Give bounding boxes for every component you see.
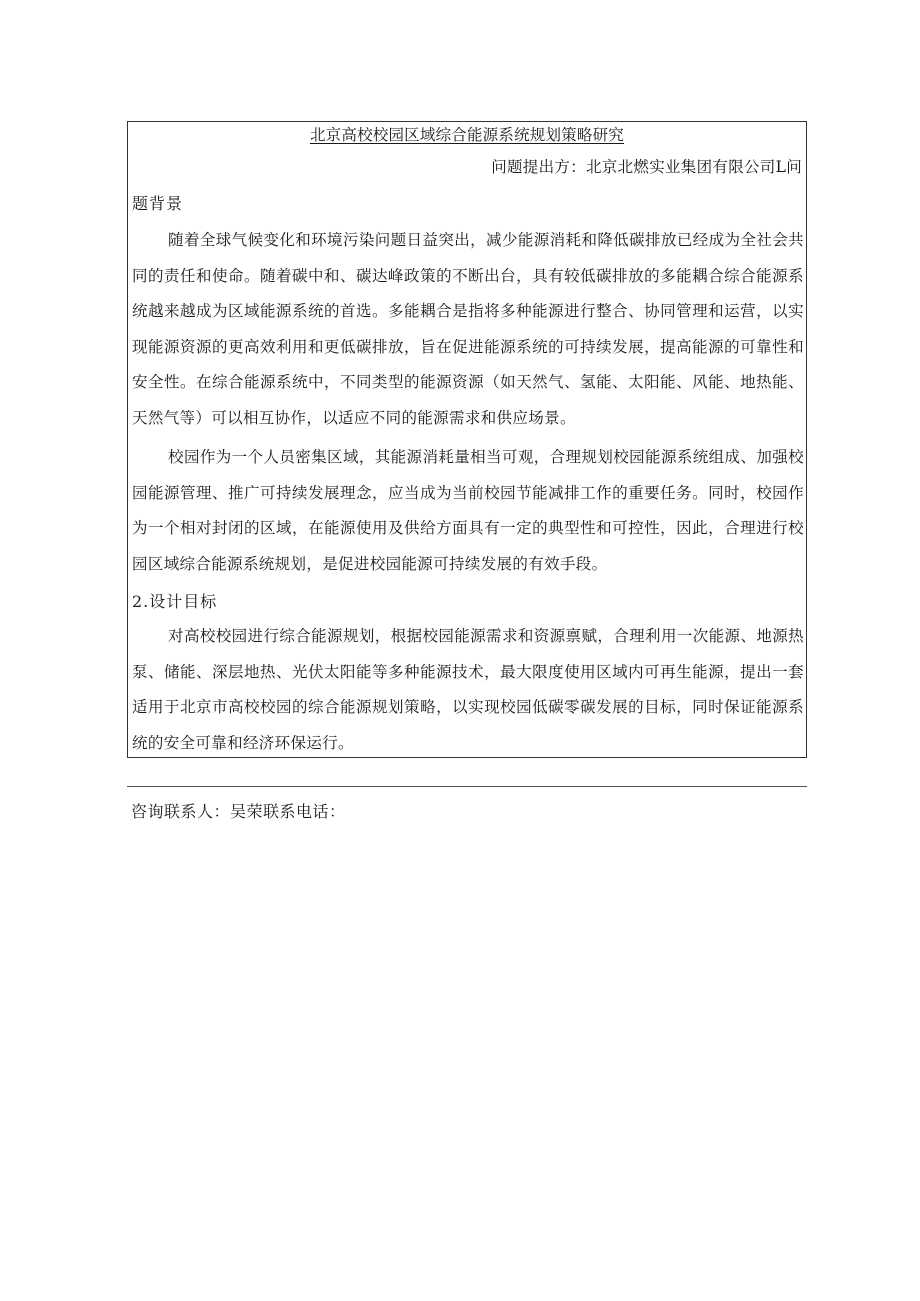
divider-line bbox=[127, 786, 807, 787]
proposer-line: 问题提出方：北京北燃实业集团有限公司L问 bbox=[491, 158, 802, 176]
section-heading-design-goal: 2.设计目标 bbox=[132, 592, 218, 611]
background-paragraph-1: 随着全球气候变化和环境污染问题日益突出，减少能源消耗和降低碳排放已经成为全社会共同的责任和使命。随着碳中和、碳达峰政策的不断出台，具有较低碳排放的多能耦合综合能源系统越来越成为区域能源系统的首选。多能耦合是指将多种能源进行整合、协同管理和运营，以实现能源资源的更高效利用和更低碳排放，旨在促进能源系统的可持续发展，提高能源的可靠性和安全性。在综合能源系统中，不同类型的能源资源（如天然气、氢能、太阳能、风能、地热能、天然气等）可以相互协作，以适应不同的能源需求和供应场景。 bbox=[132, 231, 804, 427]
document-table bbox=[127, 121, 807, 758]
contact-line: 咨询联系人：吴荣联系电话： bbox=[131, 802, 346, 821]
design-goal-paragraph: 对高校校园进行综合能源规划，根据校园能源需求和资源禀赋，合理利用一次能源、地源热泵、储能、深层地热、光伏太阳能等多种能源技术，最大限度使用区域内可再生能源，提出一套适用于北京市高校校园的综合能源规划策略，以实现校园低碳零碳发展的目标，同时保证能源系统的安全可靠和经济环保运行。 bbox=[132, 627, 804, 752]
section-heading-background: 题背景 bbox=[132, 194, 184, 213]
document-title: 北京高校校园区域综合能源系统规划策略研究 bbox=[309, 126, 624, 144]
background-paragraph-2: 校园作为一个人员密集区域，其能源消耗量相当可观，合理规划校园能源系统组成、加强校园能源管理、推广可持续发展理念，应当成为当前校园节能减排工作的重要任务。同时，校园作为一个相对封闭的区域，在能源使用及供给方面具有一定的典型性和可控性，因此，合理进行校园区域综合能源系统规划，是促进校园能源可持续发展的有效手段。 bbox=[132, 448, 804, 573]
